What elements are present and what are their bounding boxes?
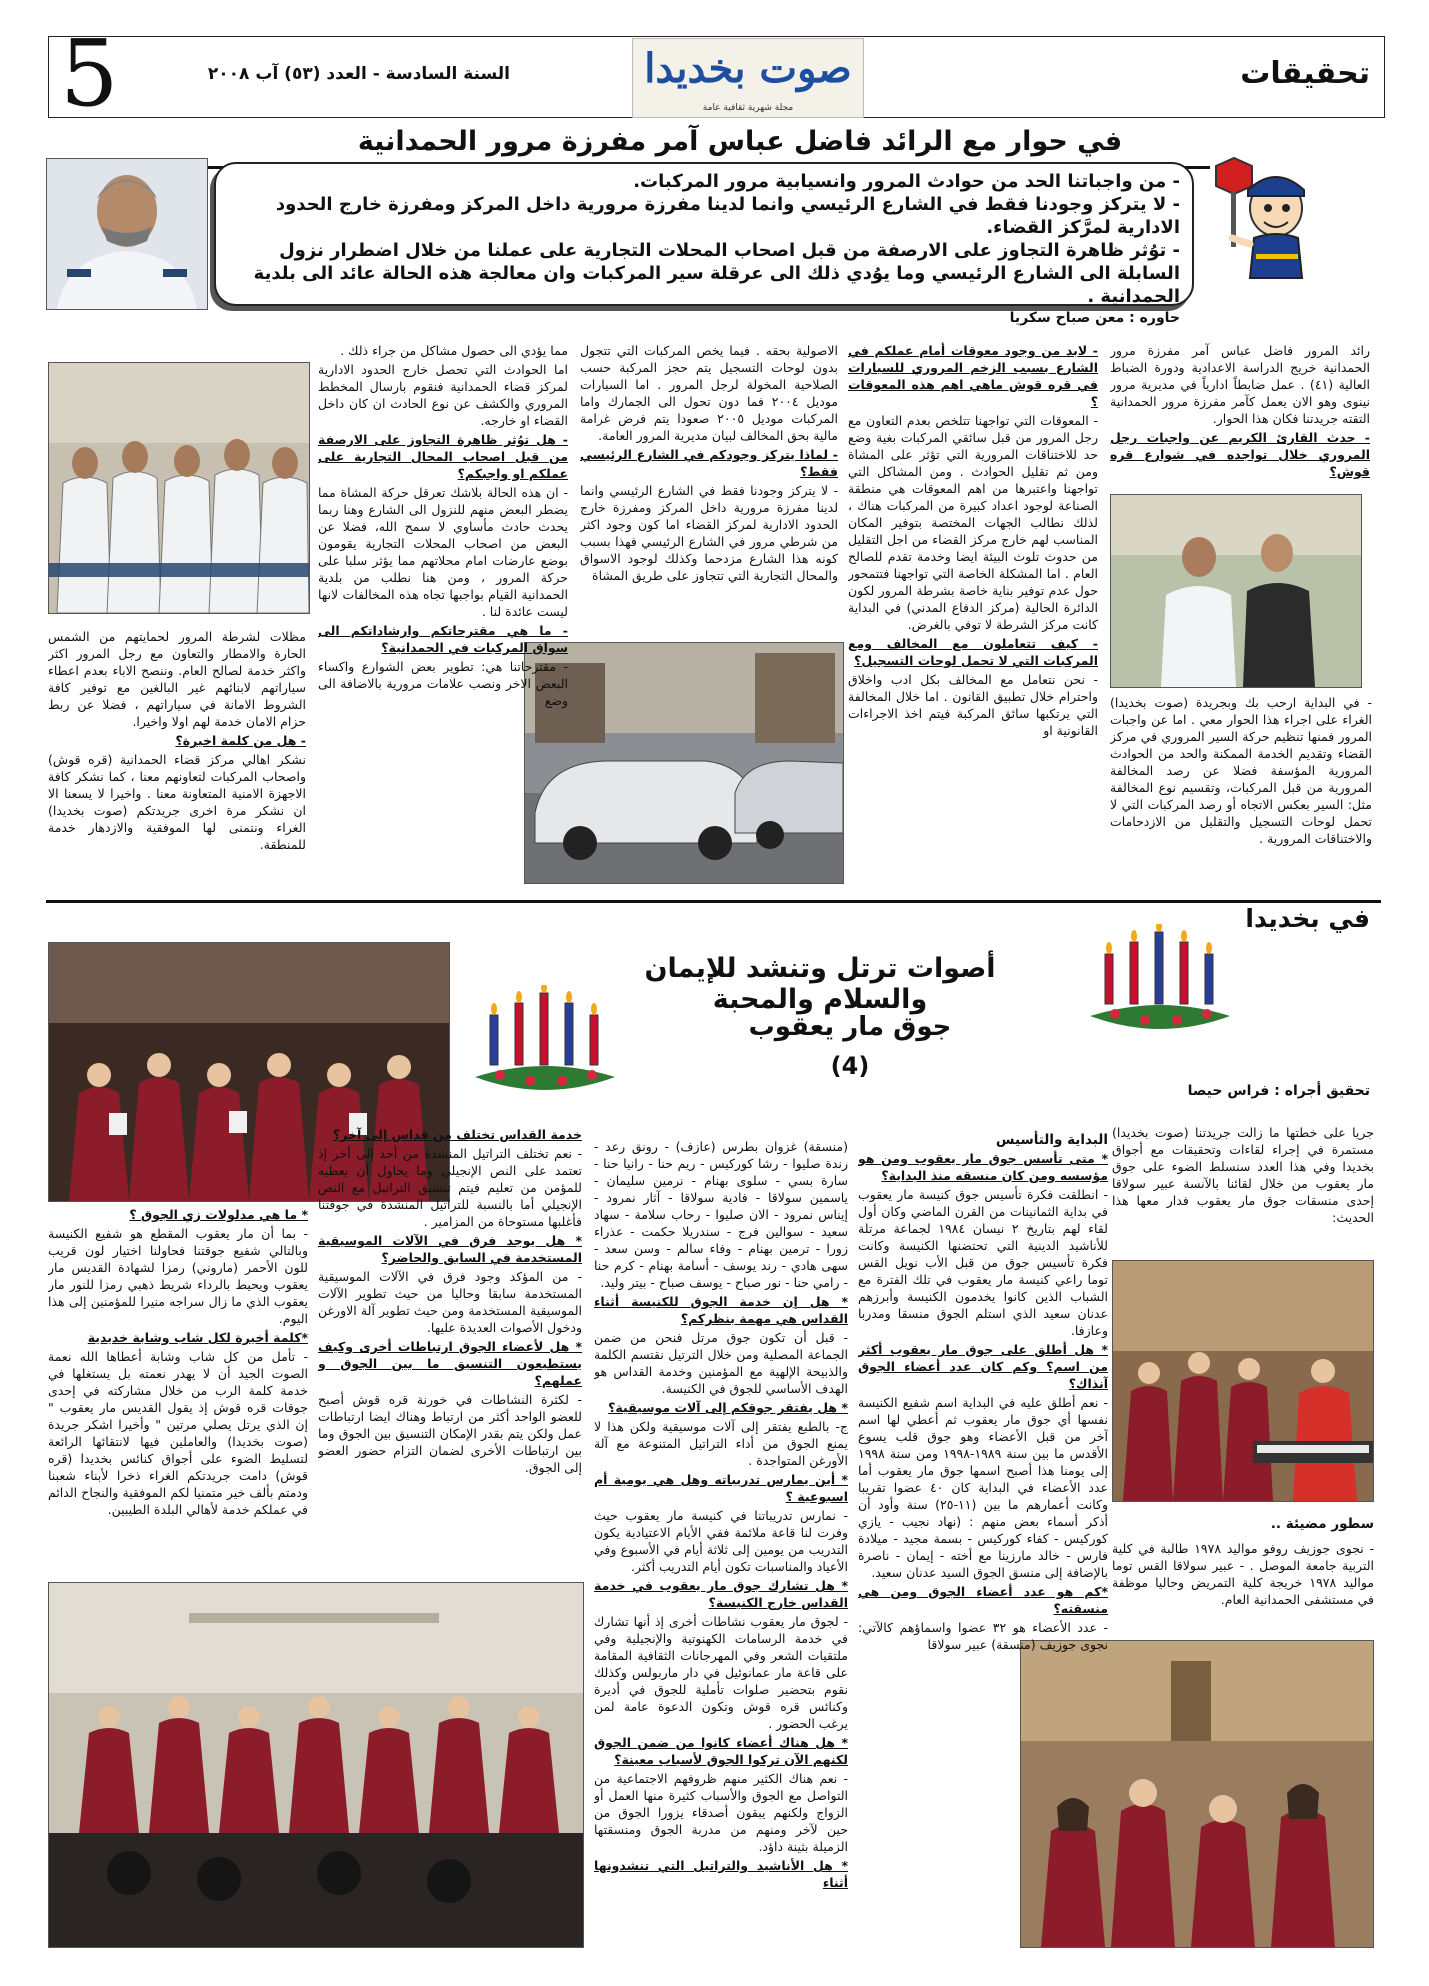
interview-column-1b: [1110, 694, 1372, 882]
choir-column-a: [858, 1150, 1108, 1950]
paragraph: - في البداية ارحب بك وبجريدة (صوت بخديدا) الغراء على اجراء هذا الحوار معي . اما عن واجبات المرور فمنها تنظيم حركة السير المروري في مركز القضاء وتقديم الخدمة الممكنة والحد من الحوادث المرورية المؤسفة فضلا عن رصد المخالفة المرورية من قبل المركبات، وتقسيم نوع المخالفة مثل: السير بعكس الاتجاه أو رصد المركبات التي لا تحمل لوحات التسجيل والتقليل من الازدحامات والاختناقات المرورية .: [1110, 695, 1372, 846]
section-divider: [46, 900, 1381, 903]
paragraph: - لا يتركز وجودنا فقط في الشارع الرئيسي وانما لدينا مفرزة مرورية داخل المركز ومفرزة خارج الحدود الادارية لمركز القضاء اما كون وجود اكثر من شرطي مرور في الشارع الرئيسي فهذا بسبب كونه هذا الشارع مزدحما وكذلك لوجود الاسواق والمحال التجارية التي تتجاوز على طريق المشاة: [580, 483, 838, 583]
question: - هل من كلمة اخيرة؟: [175, 733, 306, 748]
choir-audience-photo: [48, 1582, 584, 1948]
paragraph: - نعم تختلف التراتيل المنشدة من أحد إلى أخر إذ تعتمد على النص الإنجيلي وما يحاول أن يعطيه للمؤمن من تعليم فيتم تنسيق التراتيل مع النص الإنجيلي أما بالنسبة للتراتيل المنشدة في جوقتنا فأغلبها مستوحاة من المزامير .: [318, 1146, 582, 1229]
question: * متى تأسس جوق مار يعقوب ومن هو مؤسسه ومن كان منسقه منذ البداية؟: [858, 1151, 1108, 1183]
bio-text: [1112, 1540, 1374, 1640]
question: *كم هو عدد أعضاء الجوق ومن هي منسقته؟: [858, 1584, 1108, 1616]
paragraph: - نمارس تدريباتنا في كنيسة مار يعقوب حيث وفرت لنا قاعة ملائمة ففي الأيام الاعتيادية يكون التدريب من يومين إلى ثلاثة أيام في الأسبوع وفي الأعياد والمناسبات تكون أيام التدريب أكثر.: [594, 1508, 848, 1574]
paragraph: - لكثرة النشاطات في خورنة قره قوش أصبح للعضو الواحد أكثر من ارتباط وهناك ايضا ارتباطات عمل ولكن يتم بقدر الإمكان التنسيق بين الجوق وما بين ارتباطات الأخرى لضمان التزام حضور العضو إلى الجوق.: [318, 1392, 582, 1475]
paragraph: - المعوقات التي تواجهنا تتلخص بعدم التعاون مع رجل المرور من قبل سائقي المركبات بغية وضع حد للاختناقات المرورية التي تؤثر على المشاة ومن ثم تقليل الحوادث . ومن المشاكل التي تواجهنا واعتبرها من اهم المعوقات هي منطقة الصناعة لوجود اعداد كبيرة من المركبات هناك ، لذلك نطالب الجهات المختصة بتوفير المكان المناسب لهم خارج مركز القضاء من اجل التقليل من حدوث تلوث البيئة ايضا وخدمة تقدم للصالح العام . اما المشكلة الخاصة التي تواجهنا فتتمحور حول عدم توفير بناية خاصة بشرطة المرور لكون الدائرة الحالية (مركز الدفاع المدني) في البداية كانت مركز الشرطة لا توفي بالغرض.: [848, 413, 1098, 632]
paragraph: - من المؤكد وجود فرق في الآلات الموسيقية المستخدمة سابقا وحاليا من حيث تطوير الآلات الموسيقية المستخدمة ومن حيث تطوير آلة الاورغن ودخول الأصوات العديدة عليها.: [318, 1269, 582, 1335]
interview-column-4: [318, 342, 568, 882]
paragraph: نشكر اهالي مركز قضاء الحمدانية (قره قوش) واصحاب المركبات لتعاونهم معنا ، كما نشكر كافة الاجهزة الامنية المتعاونة معنا . واخيرا لا يسعنا الا ان نشكر مرة اخرى جريدتكم (صوت بخديدا) الغراء ونتمنى لها الموفقية والازدهار خدمة للمنطقة.: [48, 752, 306, 852]
paragraph: مظلات لشرطة المرور لحمايتهم من الشمس الحارة والامطار والتعاون مع رجل المرور اكثر واكثر خدمة لصالح العام. وننصح الاباء بعدم اعطاء سياراتهم لابنائهم غير البالغين مع توفير كافة الشروط الامانة في سياراتهم ، فضلا عن ربط حزام الامان خدمة لهم اولا واخيرا.: [48, 629, 306, 729]
summary-points: [230, 170, 1180, 308]
question: - لابد من وجود معوقات أمام عملكم في الشارع بسبب الزخم المروري للسيارات في قره قوش ماهي اهم هذه المعوقات ؟: [848, 343, 1098, 409]
newspaper-logo: [632, 38, 864, 118]
interview-column-5: [48, 628, 306, 884]
question: - حدث القارئ الكريم عن واجبات رجل المروري خلال تواجده في شوارع قره قوش؟: [1110, 430, 1370, 479]
question: * هل لأعضاء الجوق ارتباطات أخرى وكيف يستطيعون التنسيق ما بين الجوق و عملهم؟: [318, 1339, 582, 1388]
interview-title: في حوار مع الرائد فاضل عباس آمر مفرزة مرور الحمدانية: [357, 126, 1123, 157]
logo-name: صوت بخديدا: [644, 45, 852, 92]
candles-decoration-right: [1085, 924, 1235, 1044]
beginnings-heading: البداية والتأسيس: [995, 1132, 1108, 1148]
question: * هل إن خدمة الجوق للكنيسة أثناء القداس هي مهمة بنظركم؟: [594, 1294, 848, 1326]
street-traffic-photo: [524, 642, 844, 884]
officer-portrait: [46, 158, 208, 310]
choir-byline: تحقيق أجراه : فراس حيصا: [1187, 1083, 1370, 1099]
paragraph: (منسقة) غزوان بطرس (عازف) - رونق رعد - رندة صليوا - رشا كوركيس - ريم حنا - رانيا حنا - سارة بسي - سلوى بهنام - نرمين سليمان - ياسمين سولاقا - فادية سولاقا - آثار نمرود - إيناس نمرود - الان صليوا - رحاب سلامة - سهاد سعيد - سوالين فرج - سندريلا حكمت - عذراء زورا - ترمين بهنام - وفاء سالم - وسن سعد - سهى هادي - رند يوسف - أسامة بهنام - كرم حنا - رامي حنا - نور صباح - يوسف صباح - بيتر وليد.: [594, 1139, 848, 1290]
paragraph: - عدد الأعضاء هو ٣٢ عضوا واسماؤهم كالآتي: نجوى جوزيف (منسقة) عبير سولاقا: [858, 1620, 1108, 1652]
summary-point: - من واجباتنا الحد من حوادث المرور وانسيابية مرور المركبات.: [633, 171, 1180, 192]
traffic-police-mascot: [1198, 146, 1328, 286]
choir-part-number: (4): [830, 1052, 870, 1080]
location-title: في بخديدا: [1245, 904, 1370, 933]
choir-column-c: [318, 1126, 582, 1566]
interview-column-1: [1110, 342, 1370, 482]
bio-heading: سطور مضيئة ..: [1270, 1516, 1374, 1532]
question: خدمة القداس تختلف من قداس إلى آخر؟: [332, 1127, 582, 1142]
choir-keyboard-photo: [1112, 1260, 1374, 1502]
issue-line: السنة السادسة - العدد (٥٣) آب ٢٠٠٨: [207, 64, 510, 84]
section-title: تحقيقات: [1240, 56, 1370, 91]
question: - هل توُثر ظاهرة التجاوز على الارصفة من قبل اصحاب المحال التجارية على عملكم او واجبكم؟: [318, 432, 568, 481]
paragraph: مما يؤدي الى حصول مشاكل من جراء ذلك .: [340, 343, 568, 358]
question: - لماذا يتركز وجودكم في الشارع الرئيسي فقط؟: [580, 447, 838, 479]
interview-column-2: [848, 342, 1098, 884]
paragraph: اما الحوادث التي تحصل خارج الحدود الادارية لمركز قضاء الحمدانية فنقوم بارسال المخطط المروري والكشف عن نوع الحادث ان كان داخل القضاء او خارجه.: [318, 362, 568, 428]
paragraph: - نعم هناك الكثير منهم ظروفهم الاجتماعية من التواصل مع الجوق والأسباب كثيرة منها العمل أو الزواج ولكنهم يبقون أصدقاء يزورا الجوق من حين لآخر ومنهم من مدربة الجوق ومنسقتها الزميلة بثينة داؤد.: [594, 1771, 848, 1854]
candles-decoration-left: [470, 985, 620, 1105]
paragraph: - نحن نتعامل مع المخالف بكل ادب واخلاق واحترام خلال تطبيق القانون . اما خلال المخالفة التي يرتكبها سائق المركبة فيتم اخذ الاجراءات القانونية او: [848, 672, 1098, 738]
choir-subtitle: جوق مار يعقوب: [748, 1012, 952, 1042]
paragraph: الاصولية بحقه . فيما يخص المركبات التي تتجول بدون لوحات التسجيل يتم حجز المركبة حسب الصلاحية المخولة لرجل المرور . اما السيارات موديل ٢٠٠٤ فما دون تحول الى الجمارك واما المركبات موديل ٢٠٠٥ صعودا يتم فرض غرامة مالية بحق المخالف لبيان مديرية المرور العامة.: [580, 343, 838, 443]
question: * هل يوجد فرق في الآلات الموسيقية المستخدمة في السابق والحاضر؟: [318, 1233, 582, 1265]
paragraph: ج- بالطبع يفتقر إلى آلات موسيقية ولكن هذا لا يمنع الجوق من أداء التراتيل المتنوعة مع آلة الأورغن المتواجدة .: [594, 1419, 848, 1468]
question: * هل الأناشيد والتراتيل التي تنشدونها أثناء: [594, 1858, 848, 1890]
paragraph: - نعم أطلق عليه في البداية اسم شفيع الكنيسة نفسها أي جوق مار يعقوب ثم أعطي لها اسم آخر من قبل الأعضاء وهو جوق قلب يسوع الأقدس ما بين سنة ١٩٨٩-١٩٩٨ ومن سنة ١٩٩٨ إلى يومنا هذا أصبح اسمها جوق مار يعقوب أما عدد الأعضاء في البداية كان ٤٠ عضوا تقريبا وكانت أعمارهم ما بين (١١-٢٥) سنة وأود أن أذكر أسماء بعض منهم : (نهاد نجيب - يازي كوركيس - كفاء كوركيس - بسمة مجيد - ميلادة فارس - خالد مارزينا مع أخته - إيمان - ناصرة بالإضافة إلى منسق الجوق السيد عدنان سعيد.: [858, 1395, 1108, 1580]
page-number: 5: [60, 20, 119, 127]
paragraph: - تأمل من كل شاب وشابة أعطاها الله نعمة الصوت الجيد أن لا يهدر نعمته بل يستغلها في خدمة كلمة الرب من خلال مشاركته في إحدى جوقات قره قوش إذ يقول القديس مار يعقوب " إن الذي يرتل يصلي مرتين " وأخيرا اشكر جريدة (صوت بخديدا) والعاملين فيها لانتقائها الرائعة لتسليط الضوء على أجواق كنائس بخديدا (قره قوش) دامت جريدتكم الغراء ذخرا لأبناء شعبنا ودمتم بألف خير متمنيا لكم الموفقية والنجاح الدائم في عملكم خدمة لأهالي البلدة الطيبين.: [48, 1349, 308, 1517]
paragraph: جريا على خطتها ما زالت جريدتنا (صوت بخديدا) مستمرة في إجراء لقاءات وتحقيقات مع أجواق بخديدا وفي هذا العدد سنسلط الضوء على جوق مار يعقوب من خلال لقائنا بالآنسة عبير سولاقا إحدى منسقات جوق مار يعقوب فدار معها هذا الحديث:: [1112, 1125, 1374, 1225]
summary-point: - توُثر ظاهرة التجاوز على الارصفة من قبل اصحاب المحلات التجارية على عملنا من خلال اضطرار نزول السابلة الى الشارع الرئيسي وما يوُدي ذلك الى عرقلة سير المركبات وان معالجة هذه الحالة عائد الى بلدية الحمدانية .: [253, 240, 1180, 307]
choir-column-b: [594, 1138, 848, 1948]
paragraph: - بما أن مار يعقوب المقطع هو شفيع الكنيسة وبالتالي شفيع جوقتنا فحاولنا اختيار لون قريب للون الأحمر (ماروني) رمزا لشهادة القديس مار يعقوب ويحيط بالرداء شريط ذهبي رمزا للنور مار يعقوب الذي ما زال سراجه منيرا للمؤمنين إلى هذا اليوم.: [48, 1226, 308, 1326]
choir-title: أصوات ترتل وتنشد للإيمان والسلام والمحبة: [644, 953, 996, 1015]
paragraph: - ان هذه الحالة بلاشك تعرقل حركة المشاة مما يضطر البعض منهم للنزول الى الشارع وهنا ربما يحدث حادث مأساوي لا سمح الله، فضلا عن البعض من اصحاب المحلات التجارية يقومون بوضع عارضات امام محلاتهم مما يؤثر سلبا على حركة المرور ، ومن هنا نطلب من بلدية الحمدانية القيام بواجبها تجاه هذه المخالفات لانها ليست عائدة لنا .: [318, 485, 568, 619]
question: * هل تشارك جوق مار يعقوب في خدمة القداس خارج الكنيسة؟: [594, 1578, 848, 1610]
question: * أين يمارس تدريباته وهل هي يومية أم اسبوعية ؟: [594, 1472, 848, 1504]
paragraph: - لجوق مار يعقوب نشاطات أخرى إذ أنها تشارك في خدمة الرسامات الكهنوتية والإنجيلية وفي ملتقيات الشعر وفي المهرجانات الثقافية المقامة على قاعة مار عمانوئيل في دار ماربولس وكذلك نقوم بتحضير صلوات تأملية للجوق في أديرة وكنائس قره قوش وتكون الدعوة عامة لمن يرغب الحضور .: [594, 1614, 848, 1731]
paragraph: - نجوى جوزيف روفو مواليد ١٩٧٨ طالبة في كلية التربية جامعة الموصل . - عبير سولاقا القس توما مواليد ١٩٧٨ خريجة كلية التمريض وحاليا موظفة في مستشفى الحمدانية العام.: [1112, 1541, 1374, 1607]
choir-column-d: [48, 1206, 308, 1566]
interview-column-3: [580, 342, 838, 642]
question: * هل هناك أعضاء كانوا من ضمن الجوق لكنهم الآن تركوا الجوق لأسباب معينة؟: [594, 1735, 848, 1767]
question: - ما هي مقترحاتكم وارشاداتكم الى سواق المركبات في الحمدانية؟: [318, 623, 568, 655]
summary-point: - لا يتركز وجودنا فقط في الشارع الرئيسي وانما لدينا مفرزة مرورية داخل المركز ومفرزة خارج الحدود الادارية لمرَّكز القضاء.: [275, 194, 1180, 238]
question: * ما هي مدلولات زي الجوق ؟: [129, 1207, 308, 1222]
interview-byline: حاوره : معن صباح سكريا: [1009, 310, 1180, 326]
officer-with-reporter-photo: [1110, 494, 1362, 688]
paragraph: - انطلقت فكرة تأسيس جوق كنيسة مار يعقوب في بداية الثمانينات من القرن الماضي وكان أول لقاء لهم بتاريخ ٢ نيسان ١٩٨٤ لجماعة مرتلة للأناشيد الدينية التي تحتضنها الكنيسة وكانت فكرة تأسيس جوق من قبل الأب نويل القس توما راعي كنيسة مار يعقوب في تلك الفترة مع الشباب الذين كانوا يخدمون الكنيسة وأبرزهم عدنان سعيد الذي استلم الجوق منسقا ومدربا وعازفا.: [858, 1187, 1108, 1338]
paragraph: رائد المرور فاضل عباس آمر مفرزة مرور الحمدانية خريج الدراسة الاعدادية ودورة الضباط العالية (٤١) . عمل ضابطاً ادارياً في مديرية مرور نينوى وهو الان يعمل كآمر مفرزة مرور الحمدانية التقته جريدتنا فكان هذا الحوار.: [1110, 343, 1370, 426]
paragraph: - مقترحاتنا هي: تطوير بعض الشوارع واكساء البعض الاخر ونصب علامات مرورية بالاضافة الى وضع: [318, 659, 568, 708]
question: * هل أطلق على جوق مار يعقوب أكثر من اسم؟ وكم كان عدد أعضاء الجوق آنذاك؟: [858, 1342, 1108, 1391]
traffic-officers-group-photo: [48, 362, 310, 614]
question: *كلمة أخيرة لكل شاب وشابة خديدية: [87, 1330, 308, 1345]
logo-subtitle: مجلة شهرية ثقافية عامة: [702, 103, 794, 113]
choir-intro: [1112, 1124, 1374, 1254]
paragraph: - قبل أن تكون جوق مرتل فنحن من ضمن الجماعة المصلية ومن خلال الترتيل نقتسم الكلمة والذبيحة الإلهية مع المؤمنين وخدمة القداس هو الهدف الأساسي للجوق في الكنيسة.: [594, 1330, 848, 1396]
question: * هل يفتقر جوقكم إلى آلات موسيقية؟: [608, 1400, 848, 1415]
question: - كيف تتعاملون مع المخالف ومع المركبات التي لا تحمل لوحات التسجيل؟: [848, 636, 1098, 668]
